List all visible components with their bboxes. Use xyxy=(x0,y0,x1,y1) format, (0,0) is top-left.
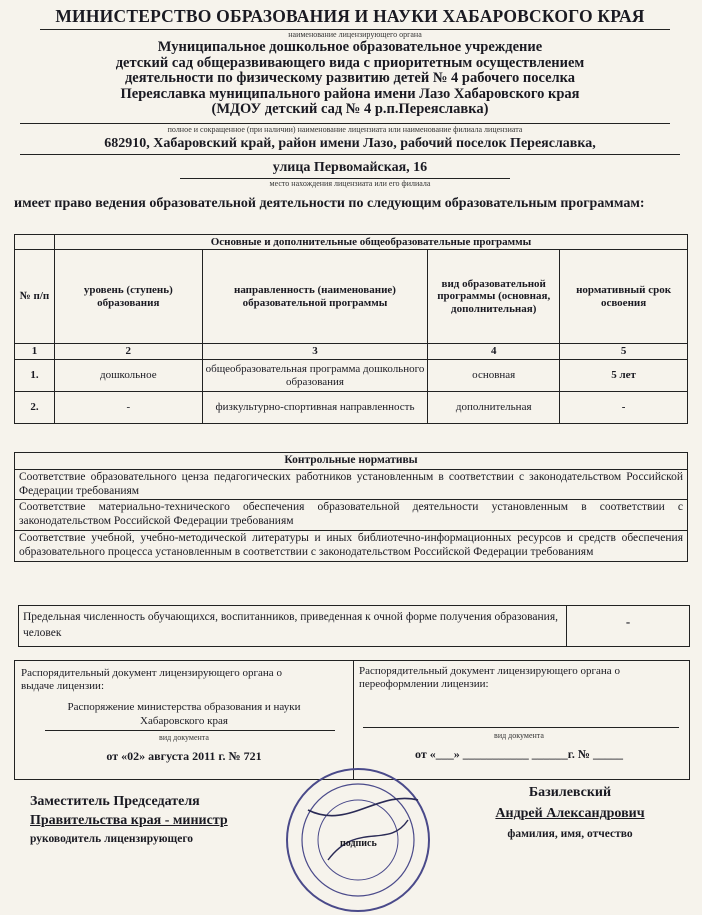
org-line: детский сад общеразвивающего вида с приоритетным осуществлением xyxy=(115,54,585,71)
position-line: Заместитель Председателя xyxy=(30,794,200,809)
issuance-left-title: Распорядительный документ лицензирующего органа о выдаче лицензии: xyxy=(21,667,282,692)
col-number: 1 xyxy=(15,344,55,360)
address-line-1: 682910, Хабаровский край, район имени Лазо, рабочий поселок Переяславка, xyxy=(104,136,596,151)
col-header-number: № п/п xyxy=(15,250,55,344)
cell-type: основная xyxy=(428,360,560,392)
cell-type: дополнительная xyxy=(428,392,560,424)
issuance-left-date: от «02» августа 2011 г. № 721 xyxy=(106,749,262,763)
capacity-label: Предельная численность обучающихся, воспитанников, приведенная к очной форме получения образования, человек xyxy=(19,606,567,646)
norm-item: Соответствие образовательного ценза педагогических работников установленным в соответствии с законодательством Российской Федерации требованиям xyxy=(15,470,687,501)
issuance-left-doc-2: Хабаровского края xyxy=(140,715,228,727)
col-header-type: вид образовательной программы (основная, дополнительная) xyxy=(428,250,560,344)
capacity-box xyxy=(18,605,690,647)
col-number: 4 xyxy=(428,344,560,360)
col-header-level: уровень (ступень) образования xyxy=(54,250,202,344)
col-number: 5 xyxy=(560,344,688,360)
signatory-position xyxy=(30,792,228,849)
issuance-left xyxy=(15,661,354,779)
ministry-caption: наименование лицензирующего органа xyxy=(288,30,422,39)
address-caption: место нахождения лицензиата или его филиала xyxy=(269,179,431,188)
org-line: Переяславка муниципального района имени Лазо Хабаровского края xyxy=(120,85,580,102)
cell-number: 1. xyxy=(15,360,55,392)
cell-number: 2. xyxy=(15,392,55,424)
cell-level: дошкольное xyxy=(54,360,202,392)
address-line-2: улица Первомайская, 16 xyxy=(272,160,428,175)
col-number: 2 xyxy=(54,344,202,360)
org-caption: полное и сокращенное (при наличии) наименование лицензиата или наименование филиала лицензиата xyxy=(167,125,523,134)
issuance-box xyxy=(14,660,690,780)
programs-group-header: Основные и дополнительные общеобразовательные программы xyxy=(54,235,687,250)
norm-item: Соответствие учебной, учебно-методической литературы и иных библиотечно-информационных ресурсов и средств обеспечения образовательного процесса установленным в соответствии с законодательством Российской Федерации требованиям xyxy=(19,531,683,558)
org-line: Муниципальное дошкольное образовательное учреждение xyxy=(157,39,543,55)
table-row xyxy=(15,360,688,392)
issuance-right-caption: вид документа xyxy=(494,731,544,740)
col-number: 3 xyxy=(202,344,428,360)
cell-term: 5 лет xyxy=(560,360,688,392)
position-line: Правительства края - министр xyxy=(30,813,228,828)
signatory-surname: Базилевский xyxy=(528,785,612,800)
intro-text: имеет право ведения образовательной деятельности по следующим образовательным программам: xyxy=(14,196,645,211)
ministry-title: МИНИСТЕРСТВО ОБРАЗОВАНИЯ И НАУКИ ХАБАРОВСКОГО КРАЯ xyxy=(55,6,645,26)
programs-table xyxy=(14,234,688,424)
table-row xyxy=(15,392,688,424)
signatory-name: Андрей Александрович xyxy=(495,806,645,821)
norm-item: Соответствие материально-технического обеспечения образовательной деятельности установленным в соответствии с законодательством Российской Федерации требованиям xyxy=(15,500,687,531)
issuance-left-caption: вид документа xyxy=(159,733,209,742)
issuance-right-date: от «___» ___________ ______г. № _____ xyxy=(415,747,623,761)
issuance-right xyxy=(353,661,689,779)
control-norms xyxy=(14,452,688,562)
issuance-right-title: Распорядительный документ лицензирующего органа о переоформлении лицензии: xyxy=(359,665,620,690)
organization-name xyxy=(30,40,670,118)
col-header-term: нормативный срок освоения xyxy=(560,250,688,344)
issuance-left-doc-1: Распоряжение министерства образования и науки xyxy=(67,701,301,713)
org-line: деятельности по физическому развитию детей № 4 рабочего поселка xyxy=(124,70,576,86)
capacity-value: - xyxy=(625,614,631,629)
cell-term: - xyxy=(560,392,688,424)
position-line: руководитель лицензирующего xyxy=(30,833,194,845)
norms-title: Контрольные нормативы xyxy=(15,453,687,470)
signature-caption: подпись xyxy=(340,838,377,849)
cell-direction: общеобразовательная программа дошкольного образования xyxy=(202,360,428,392)
signatory-caption: фамилия, имя, отчество xyxy=(507,828,633,840)
cell-direction: физкультурно-спортивная направленность xyxy=(202,392,428,424)
col-header-direction: направленность (наименование) образовательной программы xyxy=(202,250,428,344)
cell-level: - xyxy=(54,392,202,424)
org-line: (МДОУ детский сад № 4 р.п.Переяславка) xyxy=(211,101,489,117)
